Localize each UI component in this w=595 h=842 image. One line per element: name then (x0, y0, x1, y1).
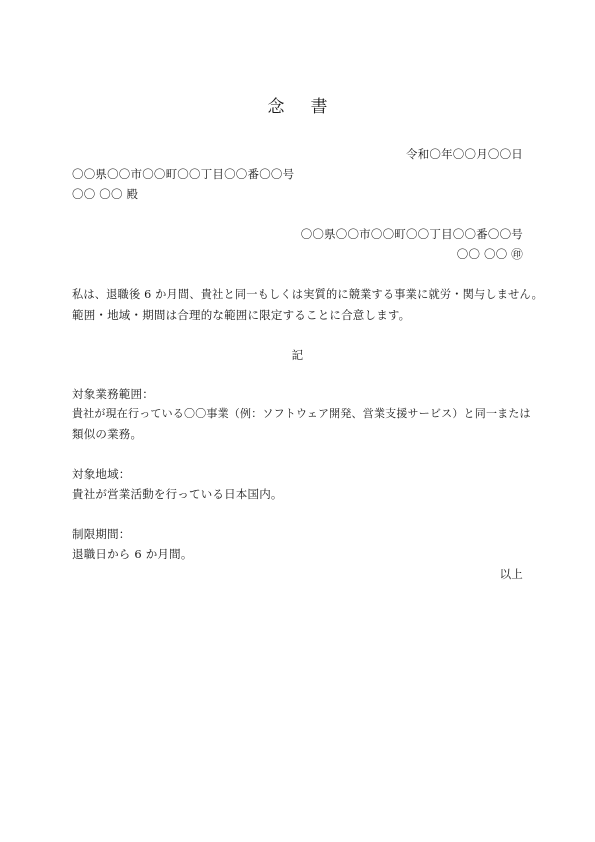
scope-line-1: 貴社が現在行っている〇〇事業（例：ソフトウェア開発、営業支援サービス）と同一または (72, 407, 531, 420)
period-heading: 制限期間： (72, 527, 131, 541)
closing-text: 以上 (499, 567, 523, 581)
sender-address: 〇〇県〇〇市〇〇町〇〇丁目〇〇番〇〇号 (300, 227, 523, 241)
scope-line-2: 類似の業務。 (72, 427, 143, 441)
document-title (0, 92, 595, 117)
recipient-name: 〇〇 〇〇 殿 (72, 187, 139, 201)
region-heading: 対象地域： (72, 467, 131, 481)
sender-name: 〇〇 〇〇 ㊞ (456, 247, 523, 261)
recipient-address: 〇〇県〇〇市〇〇町〇〇丁目〇〇番〇〇号 (72, 167, 295, 181)
body-line-2: 範囲・地域・期間は合理的な範囲に限定することに合意します。 (72, 308, 411, 322)
ki-heading: 記 (291, 348, 304, 362)
scope-heading: 対象業務範囲： (72, 387, 154, 401)
period-line-1: 退職日から 6 か月間。 (72, 547, 193, 561)
title-char-1: 念 (267, 97, 285, 117)
body-line-1: 私は、退職後 6 か月間、貴社と同一もしくは実質的に競業する事業に就労・関与しません。 (72, 288, 544, 301)
document-date: 令和〇年〇〇月〇〇日 (406, 147, 523, 161)
title-char-2: 書 (310, 97, 328, 117)
region-line-1: 貴社が営業活動を行っている日本国内。 (72, 487, 283, 501)
